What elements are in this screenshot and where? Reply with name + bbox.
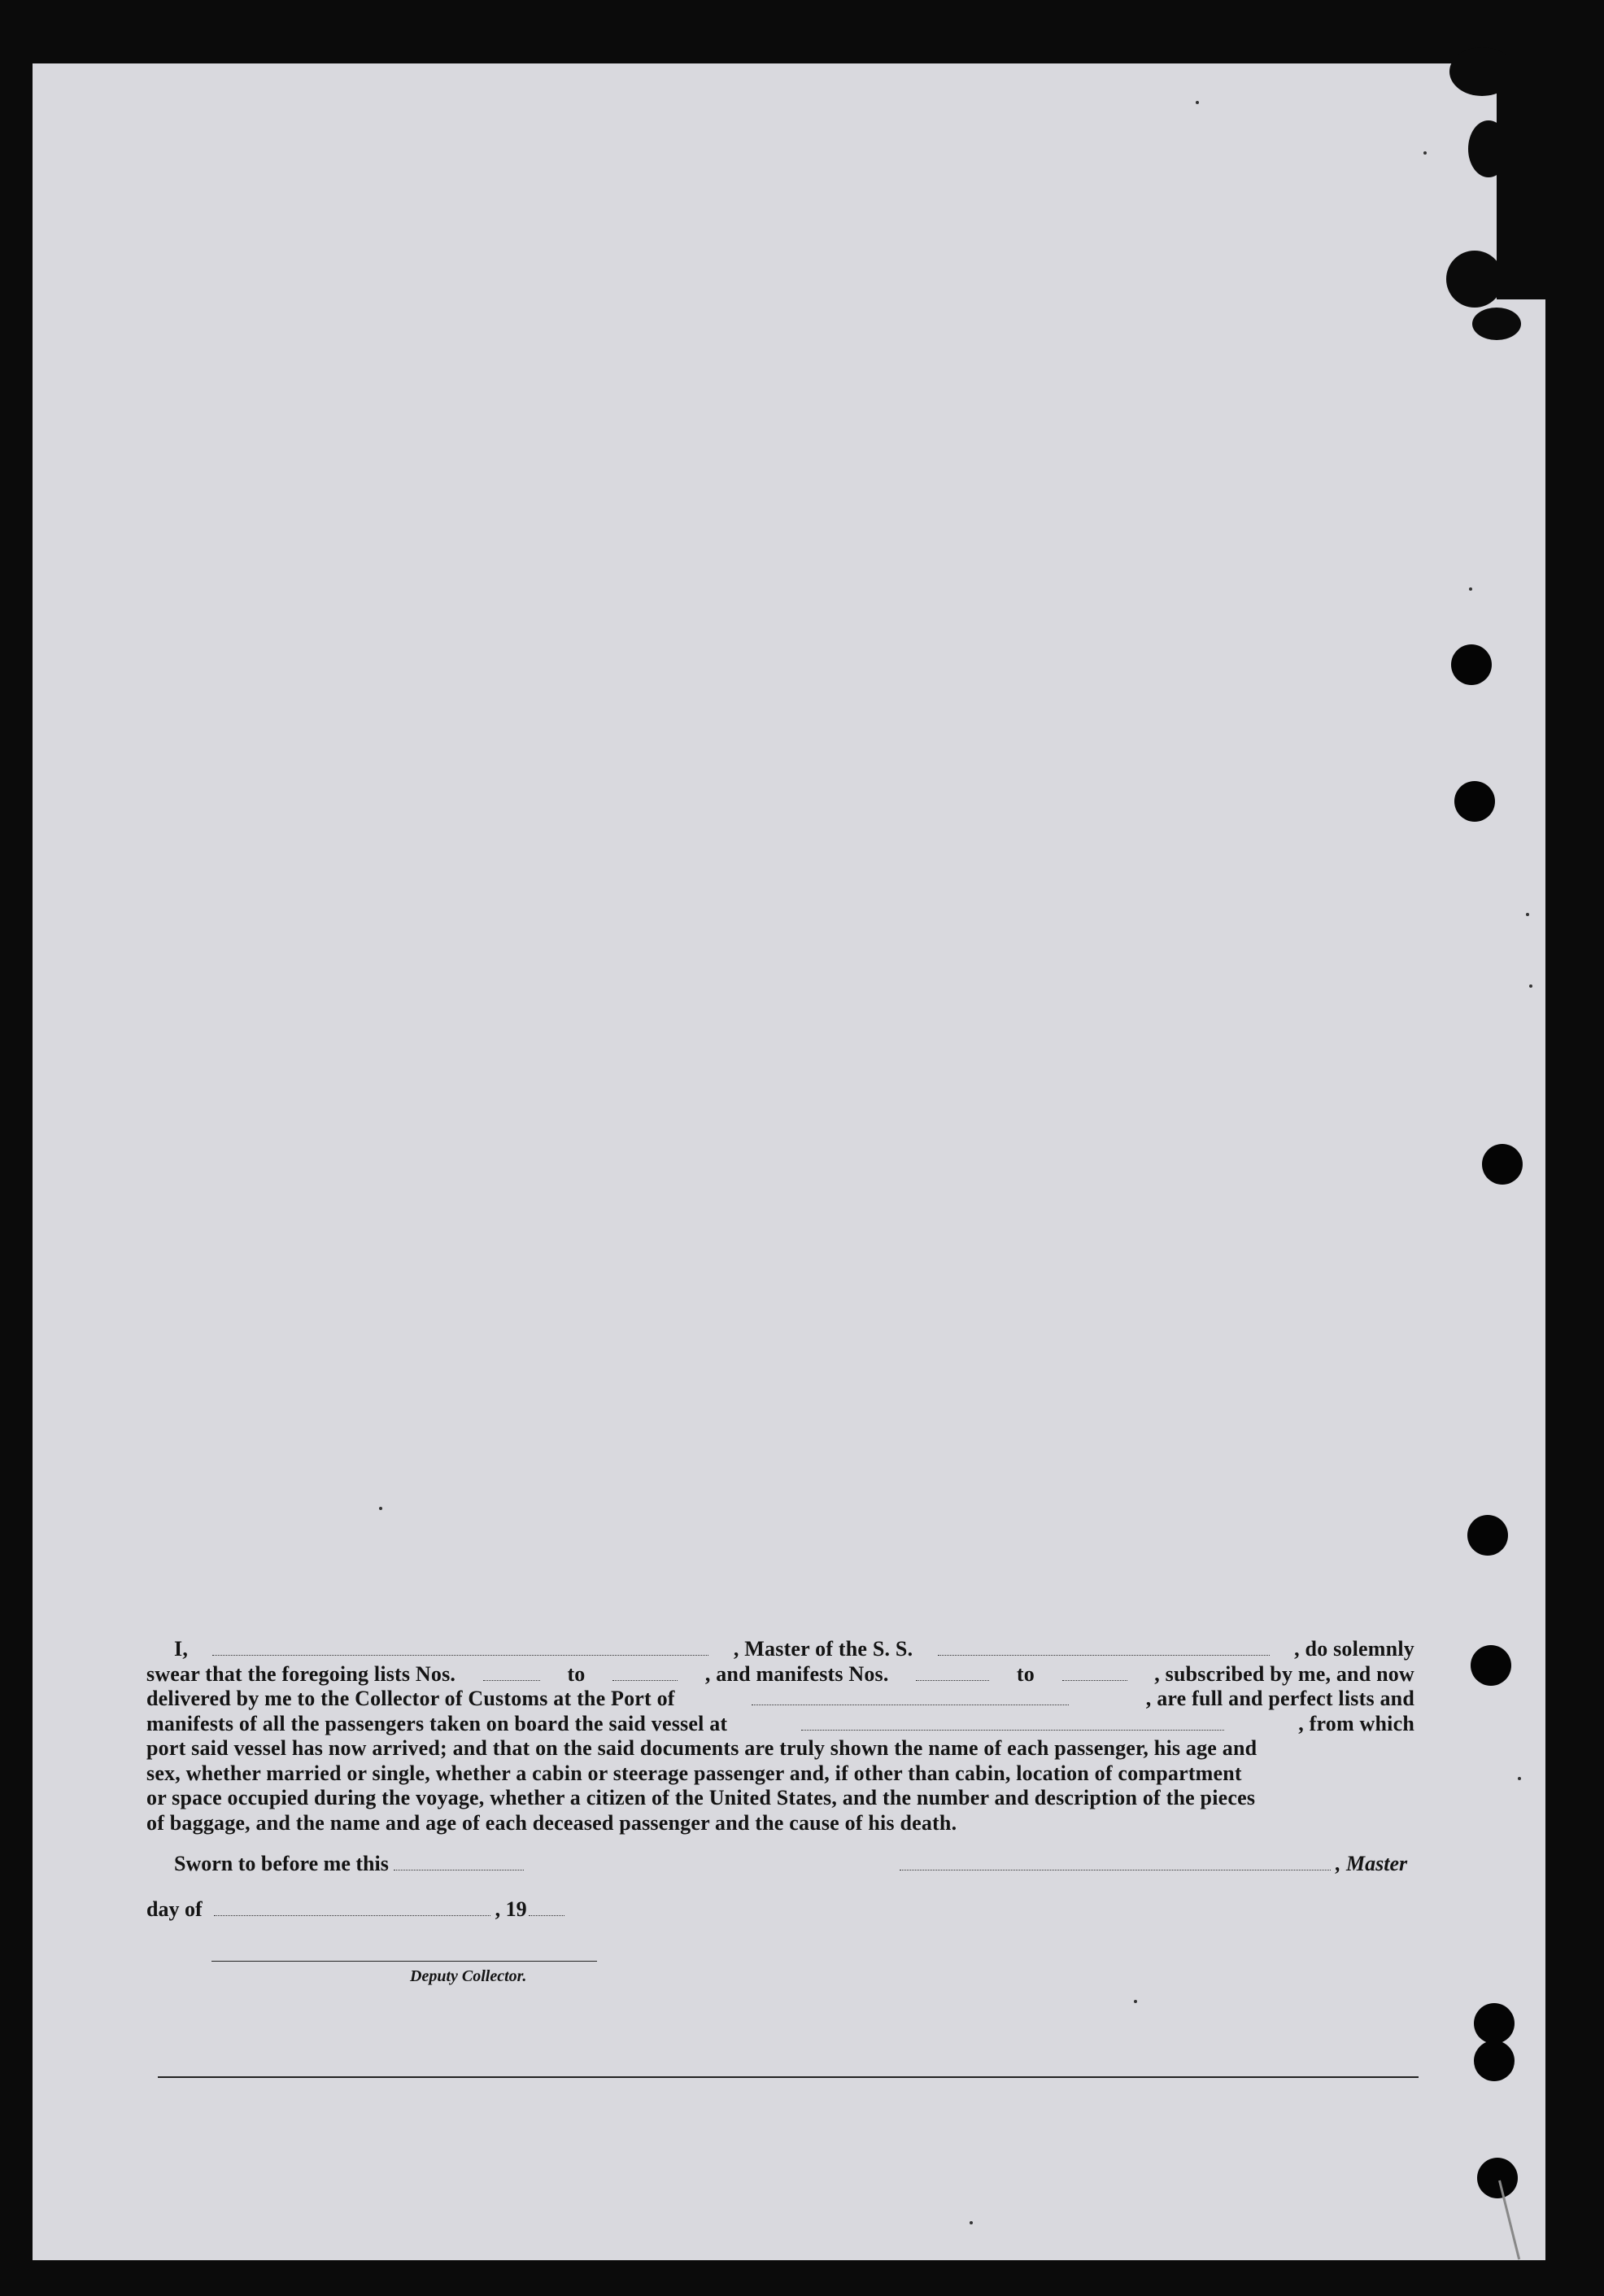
oath-line <box>146 1712 1414 1737</box>
speck <box>1196 101 1199 104</box>
oath-text: or space occupied during the voyage, whether a citizen of the United States, and the number and description of the pieces <box>146 1786 1256 1809</box>
master-name-blank <box>212 1640 708 1656</box>
speck <box>1529 984 1532 988</box>
oath-text: , are full and perfect lists and <box>1145 1687 1414 1710</box>
binder-hole <box>1482 1144 1523 1185</box>
day-of-row <box>146 1897 569 1922</box>
oath-text: , subscribed by me, and now <box>1154 1661 1414 1686</box>
day-of-label: day of <box>146 1897 203 1921</box>
oath-text: , from which <box>1298 1711 1414 1735</box>
oath-line <box>146 1736 1414 1761</box>
year-blank <box>529 1901 564 1916</box>
lists-from-blank <box>483 1665 540 1681</box>
oath-text: to <box>1016 1661 1035 1686</box>
speck <box>1423 151 1427 155</box>
torn-edge <box>1472 308 1521 340</box>
oath-text: of baggage, and the name and age of each deceased passenger and the cause of his death. <box>146 1810 957 1835</box>
oath-text: sex, whether married or single, whether a cabin or steerage passenger and, if other than cabin, location of compartment <box>146 1761 1242 1785</box>
oath-text: , Master of the S. S. <box>733 1637 913 1661</box>
binder-hole <box>1451 644 1492 685</box>
speck <box>1518 1777 1521 1780</box>
master-label: , Master <box>1336 1852 1408 1875</box>
oath-line <box>146 1786 1414 1811</box>
binder-hole <box>1477 2158 1518 2198</box>
year-label: , 19 <box>495 1897 527 1921</box>
oath-line <box>146 1637 1414 1662</box>
oath-text: port said vessel has now arrived; and that on the said documents are truly shown the name of each passenger, his age and <box>146 1736 1257 1760</box>
binder-hole <box>1454 781 1495 822</box>
sworn-date-blank <box>394 1855 524 1870</box>
oath-paragraph <box>146 1637 1414 1835</box>
oath-text: delivered by me to the Collector of Customs at the Port of <box>146 1687 675 1710</box>
master-signature-row <box>895 1852 1407 1876</box>
manifests-from-blank <box>916 1665 989 1681</box>
oath-text: swear that the foregoing lists Nos. <box>146 1661 456 1686</box>
sworn-label: Sworn to before me this <box>174 1852 389 1875</box>
departure-port-blank <box>801 1715 1224 1731</box>
deputy-signature-line <box>211 1961 597 1962</box>
port-blank <box>752 1690 1069 1705</box>
oath-text: manifests of all the passengers taken on board the said vessel at <box>146 1711 728 1735</box>
speck <box>1526 913 1529 916</box>
lists-to-blank <box>612 1665 678 1681</box>
deputy-collector-label: Deputy Collector. <box>410 1967 527 1985</box>
oath-text: , do solemnly <box>1294 1637 1414 1661</box>
oath-text: I, <box>174 1637 189 1661</box>
oath-text: , and manifests Nos. <box>704 1661 889 1686</box>
document-page <box>33 63 1545 2260</box>
oath-line <box>146 1662 1414 1687</box>
oath-text: to <box>567 1661 586 1686</box>
binder-hole <box>1474 2003 1515 2044</box>
bottom-rule <box>158 2076 1419 2078</box>
torn-edge <box>1446 251 1503 308</box>
master-signature-blank <box>900 1855 1331 1870</box>
oath-line <box>146 1761 1414 1787</box>
speck <box>379 1507 382 1510</box>
oath-line <box>146 1811 1414 1836</box>
speck <box>1469 587 1472 591</box>
vessel-name-blank <box>938 1640 1270 1656</box>
binder-hole <box>1474 2041 1515 2081</box>
binder-hole <box>1471 1645 1511 1686</box>
oath-line <box>146 1687 1414 1712</box>
sworn-row <box>174 1852 529 1876</box>
binder-hole <box>1467 1515 1508 1556</box>
speck <box>1134 2000 1137 2003</box>
manifests-to-blank <box>1062 1665 1127 1681</box>
speck <box>970 2221 973 2224</box>
torn-edge <box>1497 55 1562 299</box>
day-of-blank <box>214 1901 490 1916</box>
